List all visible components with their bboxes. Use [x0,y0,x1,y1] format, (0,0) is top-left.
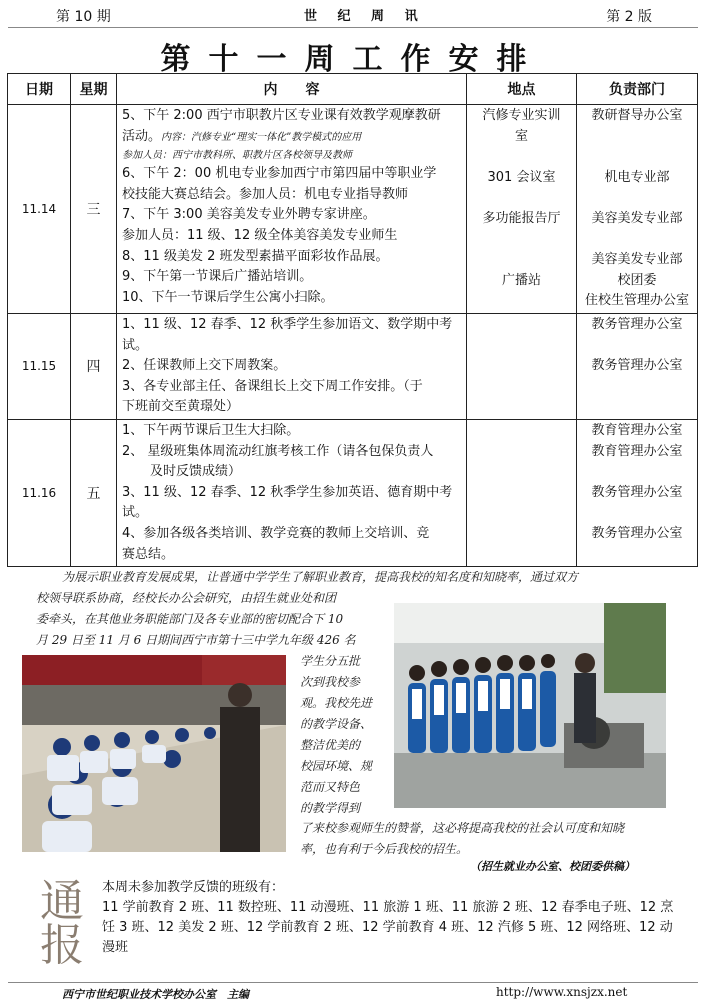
content-line: 10、下午一节课后学生公寓小扫除。 [122,289,334,305]
content-line: 及时反馈成绩） [150,464,242,480]
notice-line: 饪 3 班、12 美发 2 班、12 学前教育 2 班、12 学前教育 4 班、12 汽修 5 班、12 网络班、12 动 [102,920,673,935]
header-date: 日期 [8,74,71,105]
article-line: 的教学设备、 [300,717,373,731]
table-header-row [8,74,698,105]
department-line: 教育管理办公室 [591,422,683,438]
article-line: 学生分五批 [300,654,361,668]
content-line: 1、下午两节课后卫生大扫除。 [122,422,300,438]
article-line: 校领导联系协商，经校长办公会研究，由招生就业处和团 [36,591,337,605]
article-narrow-block [36,588,386,651]
content-line: 6、下午 2：00 机电专业参加西宁市第四届中等职业学 [122,166,437,182]
location-line: 多功能报告厅 [482,210,561,226]
article-credit: （招生就业办公室、校团委供稿） [470,860,635,873]
department-line: 教研督导办公室 [591,108,683,123]
content-line: 赛总结。 [122,546,175,562]
department-line: 机电专业部 [604,169,670,185]
row-weekday: 四 [71,314,117,420]
department-line: 住校生管理办公室 [584,293,689,309]
footer-rule [8,982,698,983]
content-line: 试。 [122,505,149,521]
content-line: 2、任课教师上交下周教案。 [122,358,287,374]
row-content [117,314,467,420]
row-department [577,419,698,566]
content-line: 4、参加各级各类培训、教学竞赛的教师上交培训、竞 [122,525,430,541]
table-row [8,314,698,420]
content-line: 7、下午 3:00 美容美发专业外聘专家讲座。 [122,207,376,223]
notice-line: 11 学前教育 2 班、11 数控班、11 动漫班、11 旅游 1 班、11 旅游 2 班、12 春季电子班、12 烹 [102,900,674,915]
header-rule [8,27,698,28]
article-line: 月 29 日至 11 月 6 日期间西宁市第十三中学九年级 426 名 [36,633,356,647]
page-number: 第 2 版 [606,9,652,25]
row-date: 11.14 [8,105,71,314]
footer-editor: 西宁市世纪职业技术学校办公室 主编 [62,988,249,1001]
content-line: 3、各专业部主任、备课组长上交下周工作安排。（于 [122,378,423,394]
department-line: 美容美发专业部 [591,252,683,268]
footer-url[interactable]: http://www.xnsjzx.net [496,985,628,999]
department-line: 教务管理办公室 [591,358,683,374]
notice-line: 漫班 [102,940,129,955]
row-weekday: 三 [71,105,117,314]
row-location [467,419,577,566]
page-title: 第十一周工作安排 [160,42,545,77]
department-line: 教育管理办公室 [591,443,683,459]
content-line: 活动。内容：汽修专业“理实一体化”教学模式的应用 [122,128,362,144]
row-content [117,419,467,566]
header-weekday: 星期 [71,74,117,105]
content-line: 3、11 级、12 春季、12 秋季学生参加英语、德育期中考 [122,484,453,500]
notice-glyph-bottom: 报 [40,920,84,971]
row-date: 11.16 [8,419,71,566]
article-line: 范而又特色 [300,780,361,794]
article-line: 观。我校先进 [300,696,373,710]
content-line: 5、下午 2:00 西宁市职教片区专业课有效教学观摩教研 [122,108,441,123]
notice-line: 本周未参加教学反馈的班级有： [102,880,285,895]
content-line: 1、11 级、12 春季、12 秋季学生参加语文、数学期中考 [122,317,453,332]
location-line: 301 会议室 [487,169,556,185]
row-location [467,314,577,420]
article-line: 的教学得到 [300,801,361,815]
classroom-photo [22,655,286,852]
department-line: 美容美发专业部 [591,210,683,226]
row-department [577,105,698,314]
location-line: 汽修专业实训 [482,108,561,123]
row-location [467,105,577,314]
article-line: 了来校参观师生的赞誉，这必将提高我校的社会认可度和知晓 [300,821,625,835]
content-line: 参加人员：11 级、12 级全体美容美发专业师生 [122,227,398,243]
row-weekday: 五 [71,419,117,566]
article-line: 率，也有利于今后我校的招生。 [300,842,469,856]
department-line: 校团委 [617,272,657,288]
location-line: 广播站 [501,272,541,288]
content-line: 下班前交至黄璟处） [122,399,240,415]
header-location: 地点 [467,74,577,105]
content-line: 9、下午第一节课后广播站培训。 [122,269,313,285]
article-end-block [300,818,695,860]
row-content [117,105,467,314]
article-line: 校园环境、规 [300,759,373,773]
row-department [577,314,698,420]
newspaper-name: 世 纪 周 讯 [304,9,426,24]
location-line: 室 [514,128,528,144]
department-line: 教务管理办公室 [591,317,683,332]
article-first-line: 为展示职业教育发展成果，让普通中学学生了解职业教育，提高我校的知名度和知晓率，通过双方 [62,570,579,584]
header-content: 内 容 [117,74,467,105]
row-date: 11.15 [8,314,71,420]
article-line: 次到我校参 [300,675,361,689]
article-column-block [300,651,390,819]
content-line: 8、11 级美发 2 班发型素描平面彩妆作品展。 [122,248,389,264]
notice-glyph-top: 通 [40,876,84,927]
schedule-table [7,73,698,567]
department-line: 教务管理办公室 [591,525,683,541]
workshop-photo [394,603,666,808]
content-line: 2、 星级班集体周流动红旗考核工作（请各包保负责人 [122,443,434,459]
header-department: 负责部门 [577,74,698,105]
content-line: 试。 [122,337,149,353]
article-line: 整洁优美的 [300,738,361,752]
table-row [8,105,698,314]
table-row [8,419,698,566]
notice-text [102,878,682,958]
article-line: 委牵头，在其他业务职能部门及各专业部的密切配合下 10 [36,612,344,626]
content-line: 校技能大赛总结会。参加人员：机电专业指导教师 [122,186,409,202]
content-line: 参加人员：西宁市教科所、职教片区各校领导及教师 [122,150,352,162]
issue-number: 第 10 期 [56,9,111,25]
department-line: 教务管理办公室 [591,484,683,500]
